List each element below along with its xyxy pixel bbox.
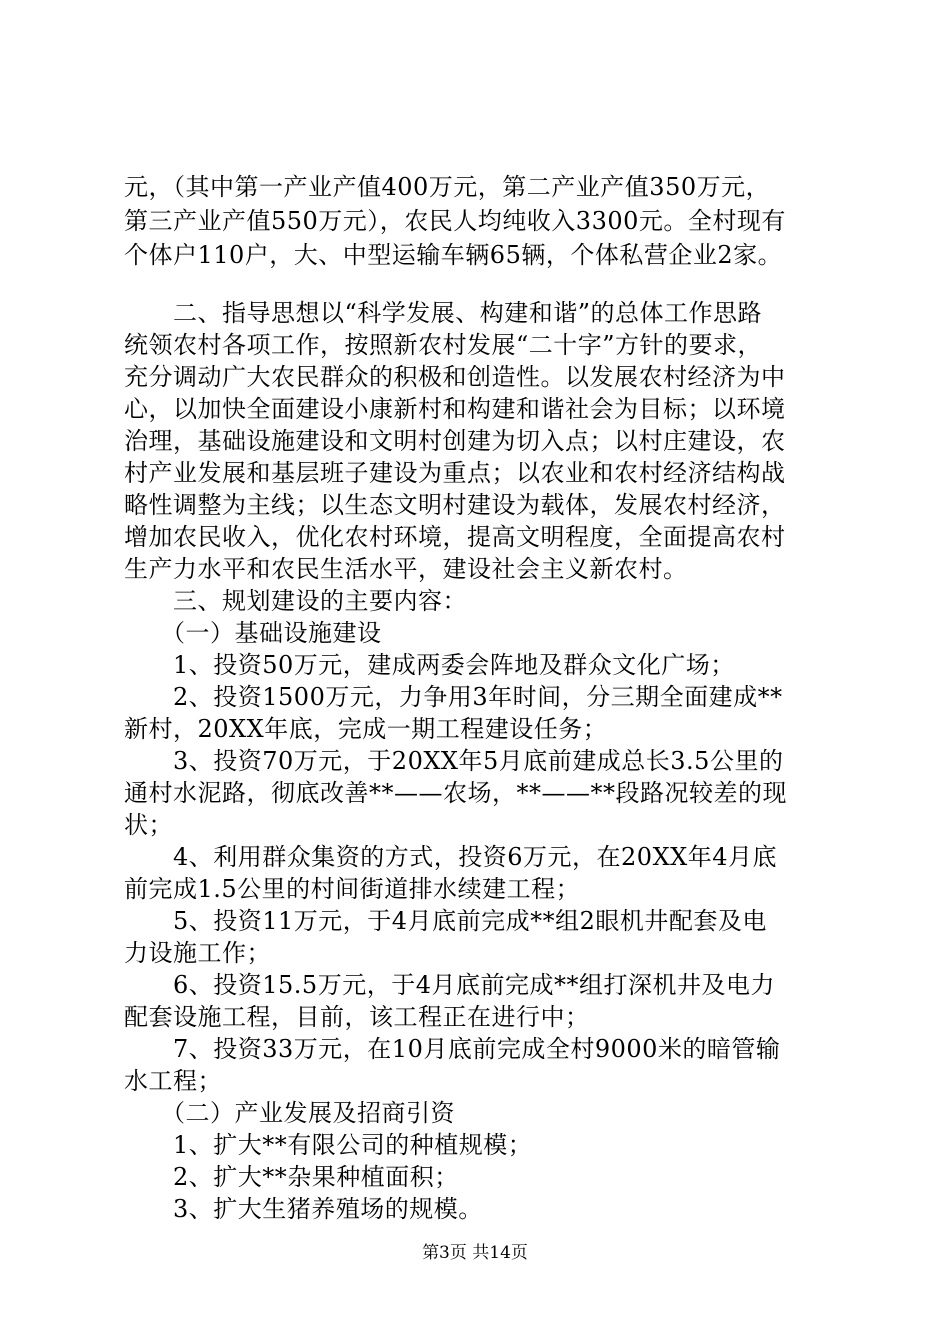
text-line: 治理，基础设施建设和文明村创建为切入点；以村庄建设，农 — [124, 427, 786, 455]
text-line: （二）产业发展及招商引资 — [124, 1099, 455, 1127]
text-line: 第三产业产值550万元），农民人均纯收入3300元。全村现有 — [124, 207, 786, 235]
text-line: 充分调动广大农民群众的积极和创造性。以发展农村经济为中 — [124, 363, 786, 391]
text-line: 1、投资50万元，建成两委会阵地及群众文化广场； — [124, 651, 735, 679]
text-line: 3、扩大生猪养殖场的规模。 — [124, 1195, 483, 1223]
text-line: 二、指导思想以“科学发展、构建和谐”的总体工作思路 — [124, 299, 763, 327]
text-line: 增加农民收入，优化农村环境，提高文明程度，全面提高农村 — [124, 523, 786, 551]
text-line: 心，以加快全面建设小康新村和构建和谐社会为目标；以环境 — [124, 395, 786, 423]
text-line: 2、扩大**杂果种植面积； — [124, 1163, 459, 1191]
text-line: 通村水泥路，彻底改善**——农场，**——**段路况较差的现 — [124, 779, 787, 807]
text-line: 统领农村各项工作，按照新农村发展“二十字”方针的要求， — [124, 331, 763, 359]
text-line: 7、投资33万元，在10月底前完成全村9000米的暗管输 — [124, 1035, 781, 1063]
text-line: 3、投资70万元，于20XX年5月底前建成总长3.5公里的 — [124, 747, 784, 775]
text-line: 6、投资15.5万元，于4月底前完成**组打深机井及电力 — [124, 971, 775, 999]
text-line: 2、投资1500万元，力争用3年时间，分三期全面建成** — [124, 683, 783, 711]
text-line: 力设施工作； — [124, 939, 271, 967]
text-line: 新村，20XX年底，完成一期工程建设任务； — [124, 715, 608, 743]
text-line: 个体户110户，大、中型运输车辆65辆，个体私营企业2家。 — [124, 241, 783, 269]
text-line: 略性调整为主线；以生态文明村建设为载体，发展农村经济， — [124, 491, 786, 519]
text-line: 状； — [124, 811, 173, 839]
text-line: 4、利用群众集资的方式，投资6万元，在20XX年4月底 — [124, 843, 778, 871]
page-number-footer: 第3页 共14页 — [422, 1243, 528, 1263]
text-line: 配套设施工程，目前，该工程正在进行中； — [124, 1003, 590, 1031]
text-line: 生产力水平和农民生活水平，建设社会主义新农村。 — [124, 555, 688, 583]
text-line: 前完成1.5公里的村间街道排水续建工程； — [124, 875, 581, 903]
text-line: 村产业发展和基层班子建设为重点；以农业和农村经济结构战 — [124, 459, 786, 487]
text-line: 三、规划建设的主要内容： — [124, 587, 467, 615]
text-line: 1、扩大**有限公司的种植规模； — [124, 1131, 533, 1159]
text-line: 元，（其中第一产业产值400万元，第二产业产值350万元， — [124, 173, 771, 201]
text-line: 水工程； — [124, 1067, 222, 1095]
text-line: （一）基础设施建设 — [124, 619, 382, 647]
text-line: 5、投资11万元，于4月底前完成**组2眼机井配套及电 — [124, 907, 767, 935]
